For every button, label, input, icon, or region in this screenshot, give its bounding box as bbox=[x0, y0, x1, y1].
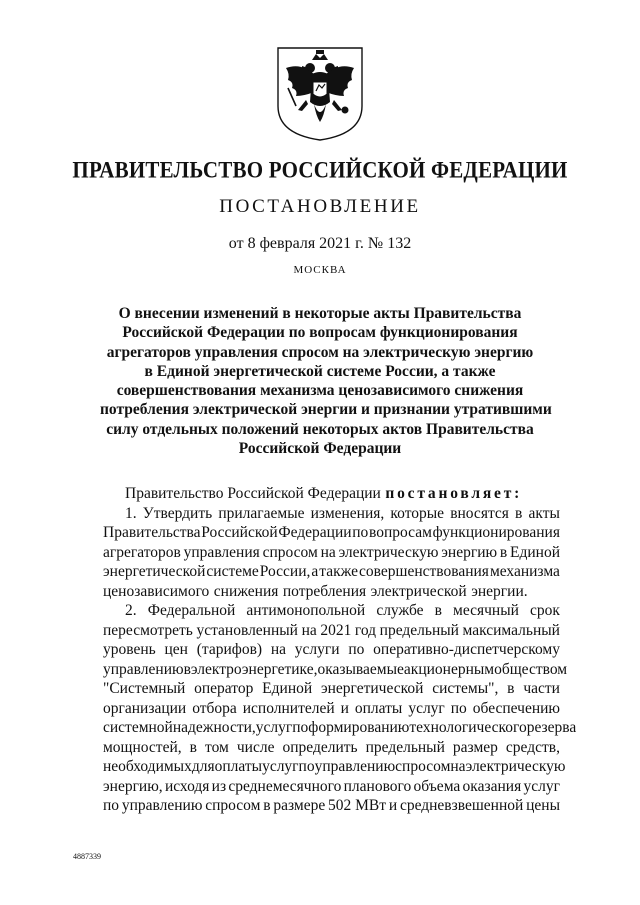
text-line bbox=[103, 757, 566, 777]
word: также bbox=[319, 563, 359, 580]
word: среднемесячного bbox=[228, 777, 342, 795]
text-line bbox=[103, 621, 560, 641]
word: акционерным bbox=[403, 660, 495, 678]
word: 1. bbox=[125, 504, 137, 522]
word: которые bbox=[390, 504, 445, 522]
word: Единой bbox=[262, 680, 313, 697]
text-line bbox=[103, 601, 560, 621]
word: мощностей, bbox=[103, 738, 182, 756]
document-type: ПОСТАНОВЛЕНИЕ bbox=[219, 196, 421, 217]
word: потребления bbox=[282, 582, 367, 600]
document-number: 4887339 bbox=[73, 852, 101, 861]
word: по bbox=[292, 719, 309, 736]
document-heading bbox=[100, 304, 552, 458]
heading-line: потребления электрической энергии и признании утратившими bbox=[100, 401, 552, 419]
word: в bbox=[434, 602, 442, 619]
word: по bbox=[450, 699, 467, 717]
word: энергетической bbox=[320, 680, 424, 697]
word: а bbox=[311, 563, 319, 580]
word: в bbox=[189, 738, 197, 756]
heading-line: Российской Федерации bbox=[238, 440, 402, 458]
word: снижения bbox=[213, 582, 279, 600]
word: управления bbox=[183, 543, 260, 561]
word: изменения, bbox=[310, 504, 385, 522]
text-line bbox=[103, 796, 560, 816]
government-title: ПРАВИТЕЛЬСТВО РОССИЙСКОЙ ФЕДЕРАЦИИ bbox=[72, 157, 568, 183]
word: "Системный bbox=[103, 680, 186, 697]
word: срок bbox=[530, 602, 560, 619]
word: исходя bbox=[164, 777, 210, 795]
word: ценозависимого bbox=[103, 582, 210, 600]
word: размер bbox=[452, 738, 498, 756]
word: на bbox=[450, 758, 466, 775]
word: спросом bbox=[395, 758, 451, 775]
word: и bbox=[340, 699, 349, 717]
word: необходимых bbox=[103, 758, 192, 775]
word: 502 МВт bbox=[328, 797, 387, 814]
word: спросом bbox=[205, 797, 261, 814]
heading-line: в Единой энергетической системе России, а также bbox=[144, 362, 496, 380]
text-line bbox=[103, 562, 560, 582]
word: вопросам bbox=[369, 524, 432, 541]
text-line bbox=[103, 660, 568, 680]
word: в bbox=[515, 504, 523, 522]
word: спросом bbox=[262, 543, 318, 561]
word: управлению bbox=[103, 660, 184, 678]
word: службе bbox=[376, 602, 424, 619]
document-body bbox=[103, 484, 577, 816]
word: исполнителей bbox=[242, 699, 335, 717]
word: оператор bbox=[194, 680, 254, 697]
word: функционирования bbox=[432, 524, 560, 541]
word: пересмотреть bbox=[103, 621, 193, 639]
word: Правительства bbox=[103, 524, 201, 541]
word: год bbox=[354, 621, 377, 639]
word: системе bbox=[206, 563, 259, 580]
word: электрическую bbox=[465, 758, 566, 775]
decree-word: постановляет: bbox=[385, 485, 523, 502]
word: системы", bbox=[432, 680, 499, 697]
preamble-text: Правительство Российской Федерации bbox=[125, 485, 381, 502]
preamble-line bbox=[103, 484, 560, 504]
word: механизма bbox=[489, 563, 560, 580]
word: энергию bbox=[441, 543, 498, 561]
word: услуг bbox=[255, 719, 293, 736]
word: управлению bbox=[121, 797, 203, 814]
word: услуг bbox=[262, 758, 299, 775]
text-line bbox=[103, 679, 560, 699]
word: максимальный bbox=[462, 621, 560, 639]
word: предельный bbox=[365, 738, 445, 756]
text-line bbox=[103, 582, 560, 602]
word: оперативно-диспетчерскому bbox=[373, 641, 560, 658]
word: Федерации bbox=[278, 524, 352, 541]
word: совершенствования bbox=[359, 563, 489, 580]
word: Федеральной bbox=[147, 602, 236, 619]
word: уровень bbox=[103, 641, 156, 658]
word: электрическую bbox=[338, 543, 439, 561]
word: агрегаторов bbox=[103, 543, 181, 561]
word: по bbox=[352, 524, 369, 541]
word: части bbox=[523, 680, 560, 697]
word: услуг bbox=[523, 777, 560, 795]
heading-line: Российской Федерации по вопросам функционирования bbox=[122, 324, 518, 342]
heading-line: О внесении изменений в некоторые акты Правительства bbox=[118, 305, 522, 322]
word: планового bbox=[343, 777, 412, 795]
word: электрической bbox=[370, 582, 467, 600]
word: оказываемые bbox=[317, 660, 404, 678]
word: энергии. bbox=[471, 582, 528, 600]
text-line bbox=[103, 738, 560, 758]
word: формированию bbox=[308, 719, 410, 736]
word: системной bbox=[103, 719, 173, 736]
word: акты bbox=[528, 504, 560, 522]
word: оплаты bbox=[214, 758, 263, 775]
word: цены bbox=[526, 797, 560, 814]
word: антимонопольной bbox=[246, 602, 366, 619]
word: из bbox=[211, 777, 227, 795]
word: Утвердить bbox=[142, 504, 213, 522]
word: объема bbox=[413, 777, 461, 795]
word: управлению bbox=[314, 758, 396, 775]
word: 2021 bbox=[320, 621, 352, 639]
text-line bbox=[103, 504, 560, 524]
word: вносятся bbox=[450, 504, 509, 522]
word: оплаты bbox=[354, 699, 403, 717]
text-line bbox=[103, 640, 560, 660]
word: (тарифов) bbox=[196, 641, 263, 658]
russian-coat-of-arms-icon bbox=[272, 44, 368, 142]
word: для bbox=[191, 758, 215, 775]
word: Единой bbox=[510, 543, 560, 561]
word: по bbox=[103, 797, 120, 814]
word: на bbox=[320, 543, 336, 561]
word: и bbox=[388, 797, 398, 814]
word: обеспечению bbox=[472, 699, 560, 717]
text-line bbox=[103, 777, 560, 797]
word: организации bbox=[103, 699, 187, 717]
word: услуги bbox=[294, 641, 340, 658]
city-name: МОСКВА bbox=[293, 264, 347, 276]
word: надежности, bbox=[172, 719, 256, 736]
word: числе bbox=[236, 738, 275, 756]
word: прилагаемые bbox=[218, 504, 305, 522]
word: средств, bbox=[505, 738, 560, 756]
word: технологического bbox=[409, 719, 527, 736]
paragraph-2 bbox=[103, 601, 577, 816]
word: обществом bbox=[494, 660, 568, 678]
word: энергию, bbox=[103, 777, 163, 795]
paragraph-1 bbox=[103, 504, 560, 602]
text-line bbox=[103, 718, 577, 738]
word: электроэнергетике, bbox=[190, 660, 318, 678]
word: услуг bbox=[408, 699, 445, 717]
word: определить bbox=[282, 738, 358, 756]
word: России, bbox=[259, 563, 311, 580]
word: в bbox=[507, 680, 515, 697]
word: резерва bbox=[526, 719, 577, 736]
word: на bbox=[301, 621, 317, 639]
heading-line: агрегаторов управления спросом на электрическую энергию bbox=[106, 343, 534, 361]
word: Российской bbox=[201, 524, 278, 541]
word: месячный bbox=[453, 602, 519, 619]
word: средневзвешенной bbox=[399, 797, 524, 814]
word: на bbox=[270, 641, 287, 658]
heading-line: совершенствования механизма ценозависимого снижения bbox=[116, 382, 524, 400]
word: отбора bbox=[192, 699, 237, 717]
word: в bbox=[183, 660, 191, 678]
word: 2. bbox=[125, 602, 137, 619]
word: в bbox=[263, 797, 271, 814]
word: предельный bbox=[379, 621, 459, 639]
date-and-number: от 8 февраля 2021 г. № 132 bbox=[228, 235, 412, 252]
text-line bbox=[103, 543, 560, 563]
text-line bbox=[103, 523, 560, 543]
text-line bbox=[103, 699, 560, 719]
word: по bbox=[298, 758, 315, 775]
word: установленный bbox=[196, 621, 298, 639]
word: оказания bbox=[462, 777, 522, 795]
word: энергетической bbox=[103, 563, 206, 580]
word: цен bbox=[164, 641, 188, 658]
word: по bbox=[348, 641, 365, 658]
word: размере bbox=[273, 797, 326, 814]
heading-line: силу отдельных положений некоторых актов Правительства bbox=[106, 420, 534, 438]
word: том bbox=[205, 738, 229, 756]
word: в bbox=[499, 543, 508, 561]
